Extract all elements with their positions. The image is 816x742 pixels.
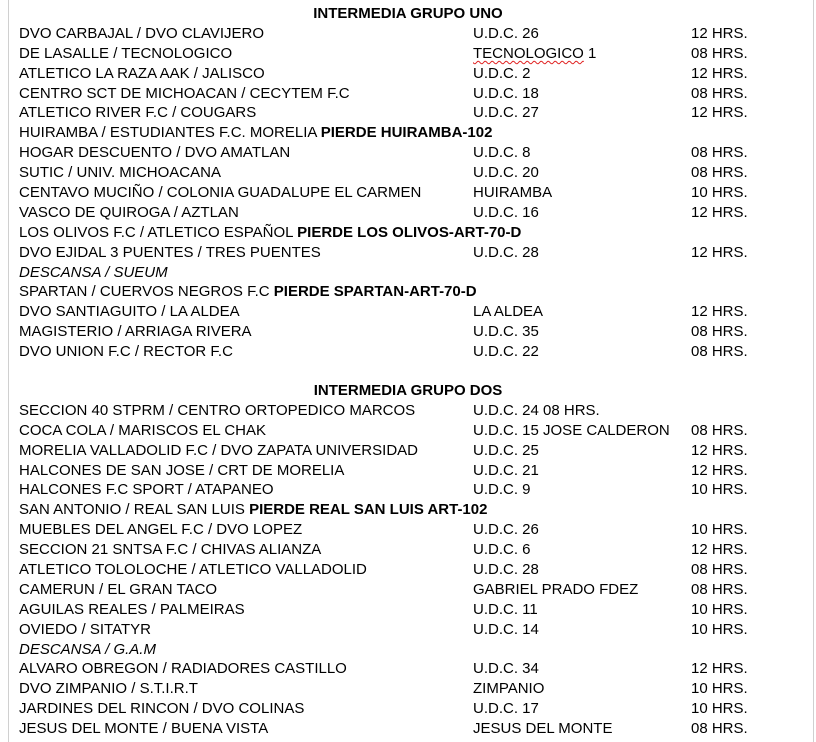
time-cell: 08 HRS. bbox=[691, 164, 748, 182]
match-cell: HOGAR DESCUENTO / DVO AMATLAN bbox=[19, 144, 291, 162]
match-cell: SECCION 40 STPRM / CENTRO ORTOPEDICO MARCOS bbox=[19, 401, 416, 419]
table-row bbox=[0, 480, 816, 500]
table-row bbox=[0, 203, 816, 223]
match-cell bbox=[19, 123, 492, 143]
table-row bbox=[0, 243, 816, 263]
table-row bbox=[0, 24, 816, 44]
table-row bbox=[0, 659, 816, 679]
match-cell: CAMERUN / EL GRAN TACO bbox=[19, 580, 218, 598]
group-uno-section bbox=[0, 4, 816, 362]
table-row bbox=[0, 322, 816, 342]
match-cell: COCA COLA / MARISCOS EL CHAK bbox=[19, 421, 267, 439]
table-row bbox=[0, 620, 816, 640]
time-cell: 08 HRS. bbox=[691, 144, 748, 162]
group-title: INTERMEDIA GRUPO UNO bbox=[313, 5, 503, 22]
time-cell: 10 HRS. bbox=[691, 521, 748, 539]
match-cell: DE LASALLE / TECNOLOGICO bbox=[19, 44, 233, 62]
match-cell: DVO SANTIAGUITO / LA ALDEA bbox=[19, 303, 240, 321]
time-cell: 10 HRS. bbox=[691, 600, 748, 618]
venue-cell: U.D.C. 11 bbox=[473, 600, 538, 618]
rest-cell: DESCANSA / SUEUM bbox=[19, 263, 168, 281]
venue-cell: LA ALDEA bbox=[473, 303, 544, 321]
venue-cell: JESUS DEL MONTE bbox=[473, 720, 613, 738]
time-cell: 12 HRS. bbox=[691, 303, 748, 321]
time-cell: 10 HRS. bbox=[691, 184, 748, 202]
forfeit-note: PIERDE REAL SAN LUIS ART-102 bbox=[249, 501, 488, 519]
venue-cell: U.D.C. 17 bbox=[473, 700, 539, 718]
table-row bbox=[0, 282, 816, 302]
table-row bbox=[0, 183, 816, 203]
table-row bbox=[0, 103, 816, 123]
table-row bbox=[0, 123, 816, 143]
match-cell: OVIEDO / SITATYR bbox=[19, 620, 151, 638]
time-cell: 12 HRS. bbox=[691, 64, 748, 82]
table-row bbox=[0, 84, 816, 104]
table-row bbox=[0, 143, 816, 163]
venue-cell: U.D.C. 20 bbox=[473, 164, 539, 182]
venue-number: 1 bbox=[583, 44, 597, 62]
table-row bbox=[0, 302, 816, 322]
match-cell: AGUILAS REALES / PALMEIRAS bbox=[19, 600, 245, 618]
table-row bbox=[0, 540, 816, 560]
time-cell: 10 HRS. bbox=[691, 481, 748, 499]
table-row bbox=[0, 520, 816, 540]
venue-cell: U.D.C. 22 bbox=[473, 343, 539, 361]
venue-cell: U.D.C. 34 bbox=[473, 660, 539, 678]
time-cell: 12 HRS. bbox=[691, 441, 748, 459]
venue-cell: U.D.C. 25 bbox=[473, 441, 539, 459]
match-cell bbox=[19, 282, 477, 302]
venue-cell: U.D.C. 15 JOSE CALDERON bbox=[473, 421, 670, 439]
venue-cell: U.D.C. 28 bbox=[473, 243, 539, 261]
time-cell: 12 HRS. bbox=[691, 104, 748, 122]
time-cell: 08 HRS. bbox=[691, 720, 748, 738]
table-row bbox=[0, 719, 816, 739]
match-cell: ATLETICO LA RAZA AAK / JALISCO bbox=[19, 64, 265, 82]
match-cell: DVO UNION F.C / RECTOR F.C bbox=[19, 343, 233, 361]
venue-cell: GABRIEL PRADO FDEZ bbox=[473, 580, 639, 598]
venue-cell: U.D.C. 16 bbox=[473, 203, 539, 221]
venue-cell: U.D.C. 28 bbox=[473, 561, 539, 579]
venue-cell: U.D.C. 21 bbox=[473, 461, 539, 479]
table-row bbox=[0, 64, 816, 84]
table-row bbox=[0, 580, 816, 600]
venue-cell: HUIRAMBA bbox=[473, 184, 553, 202]
table-row bbox=[0, 401, 816, 421]
match-cell: DVO ZIMPANIO / S.T.I.R.T bbox=[19, 680, 198, 698]
time-cell: 12 HRS. bbox=[691, 24, 748, 42]
forfeit-note: PIERDE HUIRAMBA-102 bbox=[320, 124, 493, 142]
time-cell: 12 HRS. bbox=[691, 461, 748, 479]
venue-cell: U.D.C. 14 bbox=[473, 620, 539, 638]
time-cell: 12 HRS. bbox=[691, 541, 748, 559]
venue-cell: U.D.C. 6 bbox=[473, 541, 531, 559]
spellcheck-word[interactable]: TECNOLOGICO bbox=[473, 44, 584, 62]
match-cell: CENTRO SCT DE MICHOACAN / CECYTEM F.C bbox=[19, 84, 350, 102]
group-title: INTERMEDIA GRUPO DOS bbox=[313, 382, 503, 399]
time-cell: 08 HRS. bbox=[691, 323, 748, 341]
match-cell: DVO EJIDAL 3 PUENTES / TRES PUENTES bbox=[19, 243, 321, 261]
match-cell: JARDINES DEL RINCON / DVO COLINAS bbox=[19, 700, 305, 718]
time-cell: 12 HRS. bbox=[691, 203, 748, 221]
match-cell bbox=[19, 223, 521, 243]
match-text: SPARTAN / CUERVOS NEGROS F.C bbox=[19, 283, 274, 301]
time-cell: 10 HRS. bbox=[691, 680, 748, 698]
table-row bbox=[0, 44, 816, 64]
table-row bbox=[0, 163, 816, 183]
match-cell: MORELIA VALLADOLID F.C / DVO ZAPATA UNIVERSIDAD bbox=[19, 441, 418, 459]
match-cell: HALCONES F.C SPORT / ATAPANEO bbox=[19, 481, 274, 499]
venue-cell: ZIMPANIO bbox=[473, 680, 545, 698]
match-text: HUIRAMBA / ESTUDIANTES F.C. MORELIA bbox=[19, 124, 321, 142]
time-cell: 12 HRS. bbox=[691, 660, 748, 678]
time-cell: 08 HRS. bbox=[691, 561, 748, 579]
rest-cell: DESCANSA / G.A.M bbox=[19, 640, 156, 658]
table-row bbox=[0, 461, 816, 481]
match-cell: ALVARO OBREGON / RADIADORES CASTILLO bbox=[19, 660, 347, 678]
venue-cell: U.D.C. 26 bbox=[473, 24, 539, 42]
forfeit-note: PIERDE SPARTAN-ART-70-D bbox=[273, 283, 477, 301]
match-cell bbox=[19, 500, 487, 520]
table-row bbox=[0, 263, 816, 283]
venue-cell bbox=[473, 44, 596, 64]
venue-cell: U.D.C. 18 bbox=[473, 84, 539, 102]
match-cell: HALCONES DE SAN JOSE / CRT DE MORELIA bbox=[19, 461, 345, 479]
venue-cell: U.D.C. 35 bbox=[473, 323, 539, 341]
time-cell: 08 HRS. bbox=[691, 84, 748, 102]
match-cell: VASCO DE QUIROGA / AZTLAN bbox=[19, 203, 239, 221]
time-cell: 10 HRS. bbox=[691, 620, 748, 638]
match-cell: JESUS DEL MONTE / BUENA VISTA bbox=[19, 720, 269, 738]
table-row bbox=[0, 421, 816, 441]
table-row bbox=[0, 679, 816, 699]
forfeit-note: PIERDE LOS OLIVOS-ART-70-D bbox=[297, 223, 522, 241]
table-row bbox=[0, 342, 816, 362]
match-cell: MAGISTERIO / ARRIAGA RIVERA bbox=[19, 323, 252, 341]
time-cell: 08 HRS. bbox=[691, 580, 748, 598]
venue-cell: U.D.C. 9 bbox=[473, 481, 531, 499]
table-row bbox=[0, 560, 816, 580]
match-cell: SECCION 21 SNTSA F.C / CHIVAS ALIANZA bbox=[19, 541, 322, 559]
time-cell: 08 HRS. bbox=[691, 343, 748, 361]
venue-cell: U.D.C. 26 bbox=[473, 521, 539, 539]
time-cell: 10 HRS. bbox=[691, 700, 748, 718]
venue-cell: U.D.C. 2 bbox=[473, 64, 531, 82]
table-row bbox=[0, 640, 816, 660]
table-row bbox=[0, 441, 816, 461]
match-text: LOS OLIVOS F.C / ATLETICO ESPAÑOL bbox=[19, 223, 298, 241]
match-cell: SUTIC / UNIV. MICHOACANA bbox=[19, 164, 221, 182]
group-dos-section bbox=[0, 381, 816, 739]
match-cell: DVO CARBAJAL / DVO CLAVIJERO bbox=[19, 24, 265, 42]
venue-cell: U.D.C. 24 08 HRS. bbox=[473, 401, 600, 419]
match-cell: CENTAVO MUCIÑO / COLONIA GUADALUPE EL CARMEN bbox=[19, 184, 422, 202]
table-row bbox=[0, 699, 816, 719]
time-cell: 08 HRS. bbox=[691, 44, 748, 62]
match-text: SAN ANTONIO / REAL SAN LUIS bbox=[19, 501, 250, 519]
table-row bbox=[0, 600, 816, 620]
time-cell: 12 HRS. bbox=[691, 243, 748, 261]
match-cell: MUEBLES DEL ANGEL F.C / DVO LOPEZ bbox=[19, 521, 303, 539]
table-row bbox=[0, 223, 816, 243]
venue-cell: U.D.C. 8 bbox=[473, 144, 531, 162]
table-row bbox=[0, 500, 816, 520]
match-cell: ATLETICO RIVER F.C / COUGARS bbox=[19, 104, 257, 122]
match-cell: ATLETICO TOLOLOCHE / ATLETICO VALLADOLID bbox=[19, 561, 367, 579]
time-cell: 08 HRS. bbox=[691, 421, 748, 439]
venue-cell: U.D.C. 27 bbox=[473, 104, 539, 122]
